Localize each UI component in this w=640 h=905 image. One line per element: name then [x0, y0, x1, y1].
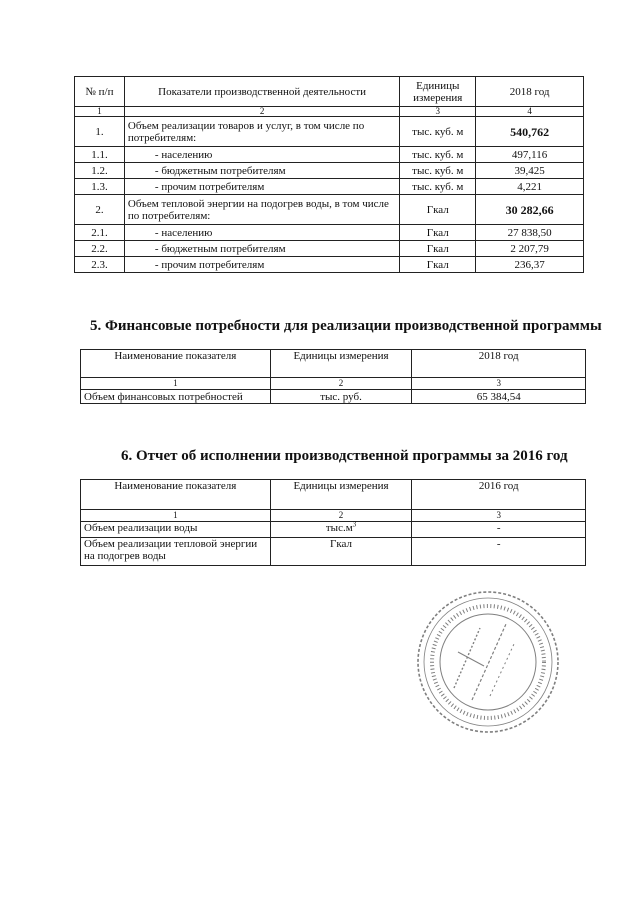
table-row: [81, 538, 586, 566]
row-unit: тыс. куб. м: [400, 117, 476, 147]
table-row: [75, 163, 584, 179]
row-value: 4,221: [476, 179, 584, 195]
header-cell: 2018 год: [412, 350, 586, 378]
row-number: 2.3.: [75, 257, 125, 273]
column-number: 1: [81, 378, 271, 390]
section-6-title: 6. Отчет об исполнении производственной программы за 2016 год: [121, 448, 568, 464]
row-name: Объем финансовых потребностей: [81, 390, 271, 404]
column-number: 3: [412, 510, 586, 522]
column-number: 3: [400, 107, 476, 117]
row-value: 2 207,79: [476, 241, 584, 257]
row-value: -: [412, 538, 586, 566]
column-number: 1: [75, 107, 125, 117]
header-cell: № п/п: [75, 77, 125, 107]
production-indicators-table: [74, 76, 584, 273]
row-value: 30 282,66: [476, 195, 584, 225]
row-number: 1.2.: [75, 163, 125, 179]
unit-text: тыс.м: [325, 522, 353, 534]
row-name: - бюджетным потребителям: [124, 163, 399, 179]
column-number-row: [75, 107, 584, 117]
table-row: [81, 390, 586, 404]
table-row: [75, 195, 584, 225]
row-number: 2.: [75, 195, 125, 225]
table-row: [75, 241, 584, 257]
row-name: - прочим потребителям: [124, 257, 399, 273]
table-row: [75, 117, 584, 147]
table-row: [75, 147, 584, 163]
table-header-row: [81, 350, 586, 378]
header-cell: 2016 год: [412, 480, 586, 510]
row-number: 1.3.: [75, 179, 125, 195]
row-value: 27 838,50: [476, 225, 584, 241]
column-number: 3: [412, 378, 586, 390]
column-number: 4: [476, 107, 584, 117]
table-row: [75, 225, 584, 241]
table-header-row: [81, 480, 586, 510]
header-cell: Показатели производственной деятельности: [124, 77, 399, 107]
row-unit: тыс. куб. м: [400, 179, 476, 195]
column-number-row: [81, 510, 586, 522]
row-name: Объем реализации товаров и услуг, в том числе по потребителям:: [124, 117, 399, 147]
column-number: 2: [270, 510, 412, 522]
table-header-row: [75, 77, 584, 107]
header-cell: Наименование показателя: [81, 350, 271, 378]
table-row: [75, 257, 584, 273]
row-number: 1.: [75, 117, 125, 147]
row-name: - населению: [124, 147, 399, 163]
row-value: 497,116: [476, 147, 584, 163]
header-cell: Единицы измерения: [270, 350, 412, 378]
row-unit: Гкал: [400, 241, 476, 257]
row-name: Объем тепловой энергии на подогрев воды, в том числе по потребителям:: [124, 195, 399, 225]
unit-superscript: 3: [352, 520, 357, 529]
section-5-title: 5. Финансовые потребности для реализации производственной программы: [90, 318, 602, 334]
program-report-table: [80, 479, 586, 566]
table-row: [75, 179, 584, 195]
row-number: 2.1.: [75, 225, 125, 241]
header-cell: 2018 год: [476, 77, 584, 107]
row-number: 1.1.: [75, 147, 125, 163]
row-value: -: [412, 522, 586, 538]
column-number: 1: [81, 510, 271, 522]
row-unit: Гкал: [270, 538, 412, 566]
seal-stamp: [414, 588, 562, 736]
row-value: 65 384,54: [412, 390, 586, 404]
row-value: 39,425: [476, 163, 584, 179]
column-number: 2: [124, 107, 399, 117]
header-cell: Единицы измерения: [270, 480, 412, 510]
row-unit: Гкал: [400, 195, 476, 225]
header-cell: Единицы измерения: [400, 77, 476, 107]
row-unit: Гкал: [400, 225, 476, 241]
row-value: 236,37: [476, 257, 584, 273]
row-value: 540,762: [476, 117, 584, 147]
row-name: - прочим потребителям: [124, 179, 399, 195]
row-name: - бюджетным потребителям: [124, 241, 399, 257]
row-unit: тыс. куб. м: [400, 147, 476, 163]
row-unit: тыс. куб. м: [400, 163, 476, 179]
table-row: [81, 522, 586, 538]
financial-needs-table: [80, 349, 586, 404]
row-unit: Гкал: [400, 257, 476, 273]
row-name: Объем реализации тепловой энергии на подогрев воды: [81, 538, 271, 566]
row-name: Объем реализации воды: [81, 522, 271, 538]
row-unit: тыс. руб.: [270, 390, 412, 404]
row-number: 2.2.: [75, 241, 125, 257]
row-name: - населению: [124, 225, 399, 241]
row-unit: [270, 522, 412, 538]
header-cell: Наименование показателя: [81, 480, 271, 510]
column-number-row: [81, 378, 586, 390]
column-number: 2: [270, 378, 412, 390]
